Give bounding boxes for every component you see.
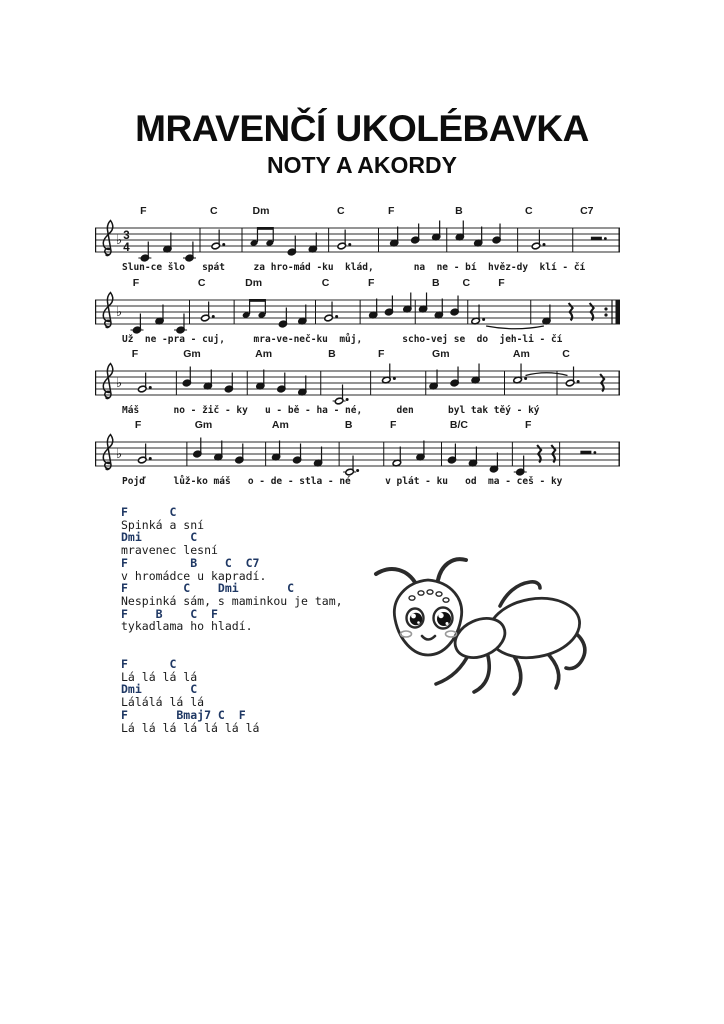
flat-sign: ♭ [116, 305, 123, 320]
staff-svg [95, 432, 620, 478]
time-signature-numerator: 3 [123, 230, 130, 242]
verse-lyric-line: Spinká a sní [121, 517, 205, 532]
verse-chord-line: Dmi C [121, 530, 198, 545]
chord-label: C [321, 277, 330, 289]
chord-label: C [524, 205, 533, 217]
chord-label: B [344, 419, 353, 431]
chord-row [95, 419, 620, 431]
verse-lyric-line: Lálálá lá lá [121, 695, 205, 710]
verse-chord-line: F C [121, 505, 177, 519]
chord-label: Dm [245, 277, 263, 289]
verse-chord-line: F B C F [121, 606, 218, 621]
flat-sign: ♭ [116, 233, 123, 248]
page-subtitle: NOTY A AKORDY [267, 152, 457, 178]
verse-lyric-line: mravenec lesní [121, 543, 218, 558]
chord-label: Dm [252, 205, 270, 217]
staff-svg [95, 290, 620, 336]
treble-clef-icon [103, 364, 113, 399]
ant-leg [546, 652, 559, 688]
chord-label: C [337, 205, 345, 217]
chord-label: C [209, 205, 218, 217]
lyrics-line: Už ne -pra - cuj, mra-ve-neč-ku můj, scho-vej se do jeh-li - čí [122, 334, 563, 345]
verse-chord-line: F C Dmi C [121, 581, 295, 596]
time-signature-denominator: 4 [123, 242, 130, 254]
measure-rest [591, 237, 602, 241]
chord-label: F [377, 348, 385, 360]
page-title: MRAVENČÍ UKOLÉBAVKA [135, 108, 589, 149]
lyrics-line: Pojď lůž-ko máš o - de - stla - né v plát - ku od ma - ceš - ky [122, 476, 563, 487]
ant-antenna [376, 569, 416, 584]
chord-label: F [524, 419, 532, 431]
ant-leg [474, 656, 489, 692]
chord-label: F [498, 277, 505, 289]
staff-system-2 [95, 277, 620, 349]
chord-label: F [390, 419, 397, 431]
chord-label: Gm [194, 419, 213, 431]
chord-label: C [462, 277, 471, 289]
tie [526, 373, 568, 376]
treble-clef-icon [103, 293, 113, 328]
chord-label: C7 [580, 205, 594, 217]
staff-svg [95, 361, 620, 407]
chord-label: B/C [449, 419, 468, 431]
treble-clef-icon [103, 221, 113, 256]
staff-system-3 [95, 348, 620, 420]
chord-label: B [328, 348, 336, 360]
ant-leg [514, 656, 521, 694]
measure-rest [580, 451, 591, 455]
chord-label: F [132, 277, 140, 289]
verse-chord-line: F C [121, 657, 177, 671]
chord-label: Am [255, 348, 273, 360]
verse-block-1 [121, 506, 343, 633]
chord-label: C [562, 348, 570, 360]
chord-label: F [387, 205, 395, 217]
staff-system-4 [95, 419, 620, 491]
chord-label: F [140, 205, 147, 217]
verse-lyric-line: v hromádce u kapradí. [121, 568, 267, 583]
staff-system-1 [95, 205, 620, 277]
ant-antenna [438, 559, 466, 580]
chord-label: C [197, 277, 206, 289]
tie [486, 326, 544, 329]
chord-row [95, 277, 620, 289]
chord-row [95, 348, 620, 360]
chord-label: Gm [432, 348, 450, 360]
ant-illustration [366, 552, 598, 704]
chord-label: F [368, 277, 375, 289]
lyrics-line: Slun-ce šlo spát za hro-mád -ku klád, na ne - bí hvěz-dy klí - čí [122, 262, 586, 273]
chord-label: B [432, 277, 440, 289]
chord-label: Gm [183, 348, 201, 360]
chord-label: Am [271, 419, 289, 431]
verse-lyric-line: Lá lá lá lá [121, 669, 198, 684]
verse-chord-line: F Bmaj7 C F [121, 707, 246, 722]
chord-row [95, 205, 620, 217]
verse-block-2 [121, 658, 259, 734]
verse-lyric-line: Lá lá lá lá lá lá lá [121, 720, 260, 735]
lyrics-line: Máš no - žič - ky u - bě - ha - né, den byl tak těý - ký [122, 405, 540, 416]
verse-lyric-line: tykadlama ho hladí. [121, 619, 253, 634]
verse-chord-line: F B C C7 [121, 555, 260, 570]
staff-svg [95, 218, 620, 264]
chord-label: Am [512, 348, 530, 360]
chord-label: F [131, 348, 139, 360]
flat-sign: ♭ [116, 376, 123, 391]
chord-label: B [455, 205, 463, 217]
chord-label: F [134, 419, 142, 431]
verse-lyric-line: Nespinká sám, s maminkou je tam, [121, 593, 343, 608]
flat-sign: ♭ [116, 447, 123, 462]
treble-clef-icon [103, 435, 113, 470]
verse-chord-line: Dmi C [121, 682, 198, 697]
